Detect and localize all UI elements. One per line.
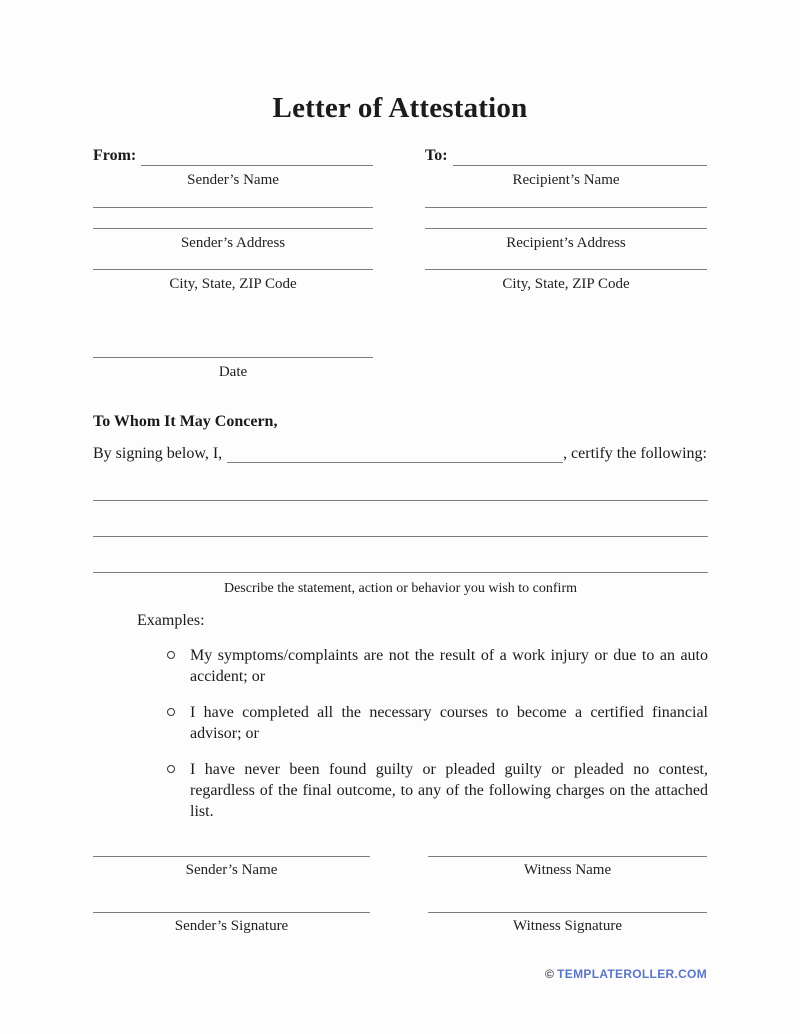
sender-name-field-line — [141, 146, 373, 166]
circle-bullet-icon — [167, 765, 175, 773]
sender-name-cell — [93, 837, 370, 878]
witness-signature-caption: Witness Signature — [513, 918, 622, 934]
signature-sign-row — [93, 878, 707, 934]
statement-field-line-2 — [93, 501, 708, 537]
sender-name-sig-caption: Sender’s Name — [185, 862, 278, 878]
circle-bullet-icon — [167, 708, 175, 716]
salutation: To Whom It May Concern, — [93, 413, 278, 430]
sender-signature-cell — [93, 878, 370, 934]
witness-signature-line — [428, 878, 707, 913]
statement-field-line-1 — [93, 480, 708, 501]
recipient-address-field-line-1 — [425, 188, 707, 208]
sender-column — [93, 146, 373, 380]
recipient-name-field-line — [453, 146, 707, 166]
recipient-column — [425, 146, 707, 380]
witness-name-caption: Witness Name — [523, 862, 612, 878]
example-item — [166, 759, 708, 822]
examples-label: Examples: — [137, 612, 205, 629]
sender-name-caption: Sender’s Name — [187, 172, 279, 188]
witness-name-cell — [428, 837, 707, 878]
declarant-name-field-line — [227, 444, 563, 463]
witness-name-signature-line — [428, 837, 707, 857]
sender-signature-line — [93, 878, 370, 913]
sender-city-field-line — [93, 251, 373, 270]
statement-field-line-3 — [93, 537, 708, 573]
witness-signature-cell — [428, 878, 707, 934]
statement-caption: Describe the statement, action or behavior you wish to confirm — [223, 581, 577, 596]
date-field-line — [93, 292, 373, 358]
examples-list — [166, 645, 708, 837]
recipient-city-caption: City, State, ZIP Code — [502, 276, 630, 292]
certify-sentence — [93, 444, 707, 463]
footer — [545, 967, 707, 981]
from-field — [93, 146, 373, 166]
copyright-icon: © — [545, 967, 555, 981]
circle-bullet-icon — [167, 651, 175, 659]
document-title: Letter of Attestation — [272, 92, 528, 124]
sender-signature-caption: Sender’s Signature — [174, 918, 289, 934]
date-caption: Date — [218, 364, 248, 380]
statement-section — [93, 480, 708, 596]
sender-address-field-line-1 — [93, 188, 373, 208]
sender-address-field-line-2 — [93, 208, 373, 229]
certify-suffix: , certify the following: — [563, 445, 707, 462]
recipient-address-field-line-2 — [425, 208, 707, 229]
example-item — [166, 702, 708, 744]
signature-section — [93, 837, 707, 934]
recipient-city-field-line — [425, 251, 707, 270]
example-text: I have never been found guilty or pleaded guilty or pleaded no contest, regardless of the final outcome, to any of the following charges on the attached list. — [190, 761, 708, 820]
address-header — [93, 146, 707, 380]
sender-name-signature-line — [93, 837, 370, 857]
sender-city-caption: City, State, ZIP Code — [169, 276, 297, 292]
certify-prefix: By signing below, I, — [93, 445, 223, 462]
to-field — [425, 146, 707, 166]
signature-name-row — [93, 837, 707, 878]
from-label: From: — [93, 147, 137, 164]
recipient-address-caption: Recipient’s Address — [506, 235, 626, 251]
example-item — [166, 645, 708, 687]
example-text: My symptoms/complaints are not the result of a work injury or due to an auto accident; or — [190, 647, 708, 685]
sender-address-caption: Sender’s Address — [180, 235, 286, 251]
recipient-name-caption: Recipient’s Name — [512, 172, 620, 188]
to-label: To: — [425, 147, 448, 164]
example-text: I have completed all the necessary courses to become a certified financial advisor; or — [190, 704, 708, 742]
templateroller-link[interactable]: TEMPLATEROLLER.COM — [557, 967, 707, 981]
